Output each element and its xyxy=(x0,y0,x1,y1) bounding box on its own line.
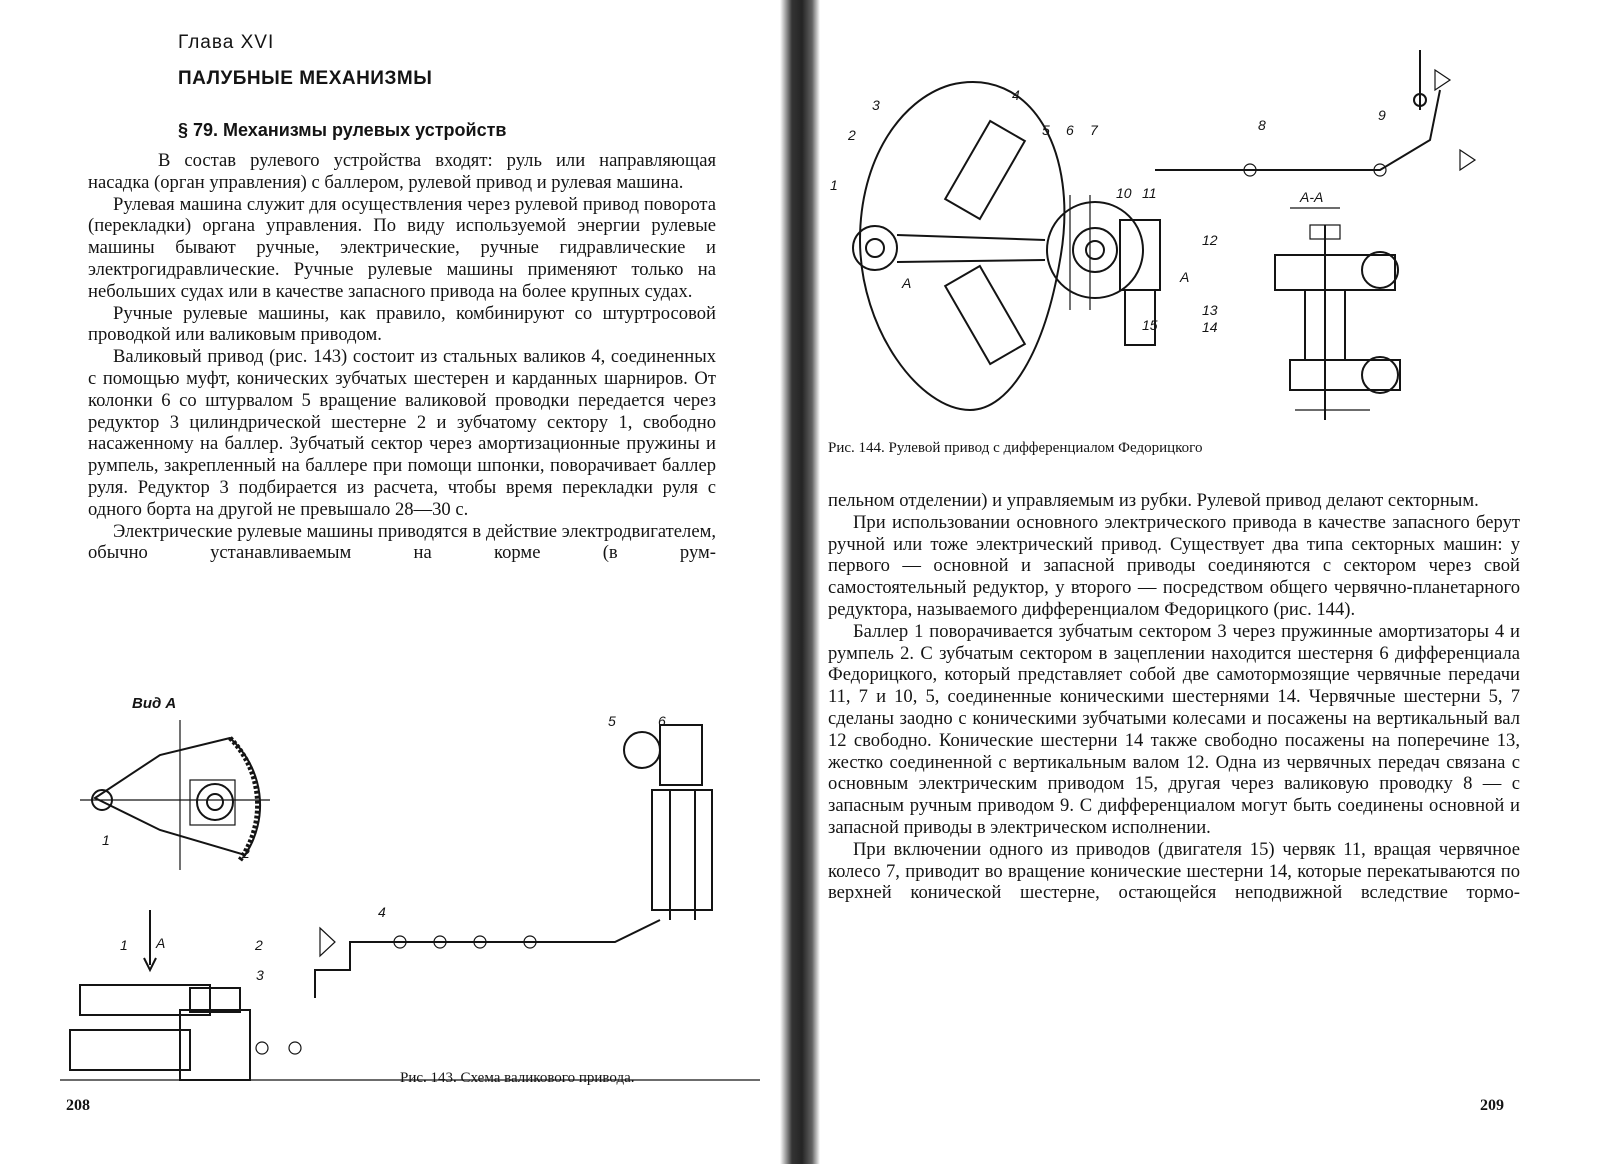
fig144-label-12: 12 xyxy=(1202,232,1218,248)
paragraph: При использовании основного электрического привода в качестве запасного берут ручной или тоже электрический привод. Существует два типа секторных машин: у первого — основной и запасной приводы соединяются с сектором через свой самостоятельный редуктор, у второго — посредством общего червячно-планетарного редуктора, называемого дифференциалом Федорицкого (рис. 144). xyxy=(828,511,1520,620)
right-page xyxy=(790,0,1602,1164)
fig144-section-A-left: A xyxy=(902,275,912,291)
figure-144-diagram xyxy=(820,30,1590,430)
fig144-label-5: 5 xyxy=(1042,122,1050,138)
fig143-label-2: 2 xyxy=(242,845,250,861)
view-a-label: Вид А xyxy=(132,695,177,712)
paragraph: Баллер 1 поворачивается зубчатым сектором 3 через пружинные амортизаторы 4 и румпель 2. С зубчатым сектором в зацеплении находится шестерня 6 дифференциала Федорицкого, который представляет собой две самотормозящие червячные передачи 11, 7 и 10, 5, соединенные коническими шестернями 14. Червячные шестерни 5, 7 сделаны заодно с коническими зубчатыми колесами и посажены на вертикальный вал 12 свободно. Конические шестерни 14 также свободно посажены на поперечине 13, жестко соединенной с вертикальным валом 12. Одна из червячных передач связана с основным электрическим приводом 15, другая через валиковую проводку 8 — с запасным ручным приводом 9. С дифференциалом могут быть соединены основной и запасной приводы в электрическом исполнении. xyxy=(828,620,1520,838)
fig143-arrow-A: A xyxy=(156,935,166,951)
fig144-label-15: 15 xyxy=(1142,317,1158,333)
fig143-label-5: 5 xyxy=(608,713,616,729)
paragraph: В состав рулевого устройства входят: руль или направляющая насадка (орган управления) с баллером, рулевой привод и рулевая машина. xyxy=(88,150,716,193)
paragraph: Валиковый привод (рис. 143) состоит из стальных валиков 4, соединенных с помощью муфт, конических зубчатых шестерен и карданных шарниров. От колонки 6 со штурвалом 5 вращение валиковой проводки передается через редуктор 3 цилиндрической шестерне 2 и зубчатому сектору 1, свободно насаженному на баллер. Зубчатый сектор через амортизационные пружины и румпель, закрепленный на баллере при помощи шпонки, поворачивает баллер руля. Редуктор 3 подбирается из расчета, чтобы время перекладки руля с одного борта на другой не превышало 28—30 с. xyxy=(88,346,716,520)
chapter-title: ПАЛУБНЫЕ МЕХАНИЗМЫ xyxy=(178,68,433,89)
fig144-label-8: 8 xyxy=(1258,117,1266,133)
fig144-label-7: 7 xyxy=(1090,122,1098,138)
fig143-label-6: 6 xyxy=(658,713,666,729)
fig143-label-4: 4 xyxy=(378,904,386,920)
fig143-base-label-1: 1 xyxy=(120,937,128,953)
paragraph: При включении одного из приводов (двигателя 15) червяк 11, вращая червячное колесо 7, приводит во вращение конические шестерни 14, которые перекатываются по верхней конической шестерне, остающейся неподвижной вследствие тормо- xyxy=(828,838,1520,904)
right-body-text xyxy=(828,490,1520,904)
paragraph: Ручные рулевые машины, как правило, комбинируют со штуртросовой проводкой или валиковым приводом. xyxy=(88,302,716,346)
fig144-label-9: 9 xyxy=(1378,107,1386,123)
figure-143-diagram xyxy=(60,680,780,1100)
fig144-label-1: 1 xyxy=(830,177,838,193)
fig144-label-13: 13 xyxy=(1202,302,1218,318)
figure-144-caption: Рис. 144. Рулевой привод с дифференциалом Федорицкого xyxy=(828,440,1203,456)
paragraph: пельном отделении) и управляемым из рубки. Рулевой привод делают секторным. xyxy=(828,490,1479,511)
paragraph: Рулевая машина служит для осуществления через рулевой привод поворота (перекладки) органа управления. По виду используемой энергии рулевые машины бывают ручные, электрические, ручные гидравлические и электрогидравлические. Ручные рулевые машины применяют только на небольших судах или в качестве запасного привода на более крупных судах. xyxy=(88,193,716,302)
fig143-base-label-3: 3 xyxy=(256,967,264,983)
fig144-label-14: 14 xyxy=(1202,319,1218,335)
fig144-label-10: 10 xyxy=(1116,185,1132,201)
fig144-section-A-right: A xyxy=(1180,269,1190,285)
fig144-section-AA: A-A xyxy=(1300,189,1324,205)
section-heading: § 79. Механизмы рулевых устройств xyxy=(178,120,507,140)
figure-143-caption: Рис. 143. Схема валикового привода. xyxy=(400,1070,635,1086)
left-page xyxy=(0,0,790,1164)
page-number-left: 208 xyxy=(66,1097,90,1114)
fig143-label-1: 1 xyxy=(102,832,110,848)
fig144-label-11: 11 xyxy=(1142,185,1157,201)
paragraph: Электрические рулевые машины приводятся в действие электродвигателем, обычно устанавливаемым на корме (в рум- xyxy=(88,520,716,564)
fig144-label-6: 6 xyxy=(1066,122,1074,138)
fig144-label-4: 4 xyxy=(1012,87,1020,103)
page-number-right: 209 xyxy=(1480,1097,1504,1114)
left-body-text xyxy=(88,150,716,564)
fig143-base-label-2: 2 xyxy=(255,937,263,953)
fig144-label-3: 3 xyxy=(872,97,880,113)
chapter-label: Глава XVI xyxy=(178,32,275,53)
fig144-label-2: 2 xyxy=(848,127,856,143)
